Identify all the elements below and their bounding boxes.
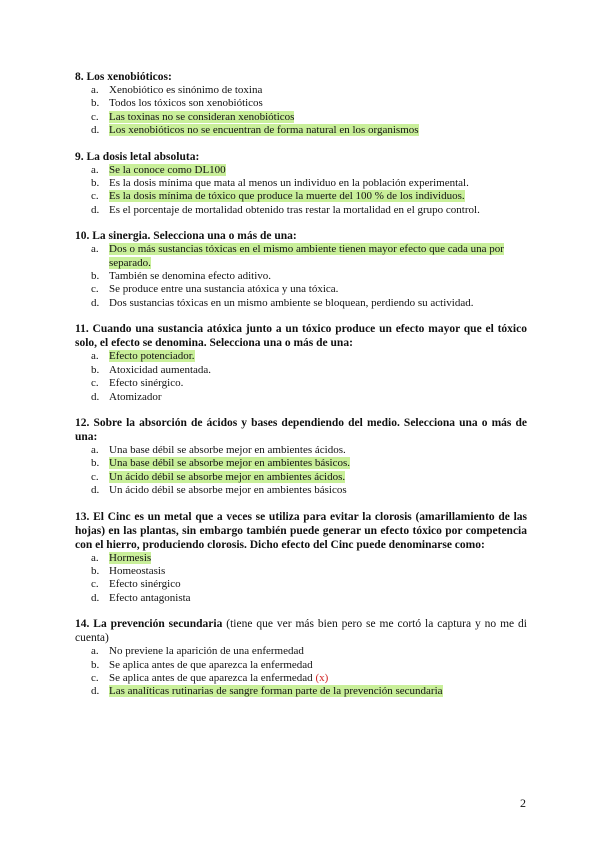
option-text-highlighted: Dos o más sustancias tóxicas en el mismo ambiente tienen mayor efecto que cada una por separado.: [109, 243, 504, 269]
option-letter: d.: [91, 124, 100, 137]
option-letter: d.: [91, 203, 100, 216]
option-body: [109, 471, 345, 484]
option-body: [109, 457, 350, 470]
option-text: Es el porcentaje de mortalidad obtenido tras restar la mortalidad en el grupo control.: [109, 203, 480, 216]
option-item: [91, 270, 527, 283]
option-body: [109, 377, 183, 390]
option-body: [109, 565, 165, 578]
option-text-highlighted: Las analíticas rutinarias de sangre forman parte de la prevención secundaria: [109, 685, 443, 698]
option-text: Se aplica antes de que aparezca la enfermedad: [109, 658, 313, 671]
option-item: [91, 364, 527, 377]
option-body: [109, 391, 162, 404]
option-item: [91, 97, 527, 110]
option-text-highlighted: Las toxinas no se consideran xenobióticos: [109, 110, 295, 123]
option-text-highlighted: Hormesis: [109, 551, 152, 564]
option-item: [91, 471, 527, 484]
question-block: [75, 322, 527, 404]
option-letter: c.: [91, 671, 99, 684]
option-body: [109, 364, 211, 377]
document-body: [75, 70, 527, 711]
options-list: [75, 645, 527, 699]
option-letter: a.: [91, 350, 99, 363]
option-item: [91, 672, 527, 685]
option-body: [109, 552, 151, 565]
option-item: [91, 444, 527, 457]
option-item: [91, 124, 527, 137]
option-text: Efecto antagonista: [109, 591, 191, 604]
question-block: [75, 510, 527, 606]
option-item: [91, 645, 527, 658]
option-text: Todos los tóxicos son xenobióticos: [109, 97, 263, 110]
option-body: [109, 177, 469, 190]
option-letter: d.: [91, 685, 100, 698]
question-title-text: 11. Cuando una sustancia atóxica junto a un tóxico produce un efecto mayor que el tóxico solo, el efecto se denomina. Selecciona una o más de una:: [75, 323, 527, 350]
option-text-highlighted: Se la conoce como DL100: [109, 163, 226, 176]
option-text-highlighted: Es la dosis mínima de tóxico que produce la muerte del 100 % de los individuos.: [109, 190, 465, 203]
option-body: [109, 297, 473, 310]
option-text: Un ácido débil se absorbe mejor en ambientes básicos: [109, 484, 347, 497]
option-body: [109, 283, 338, 296]
option-letter: c.: [91, 283, 99, 296]
option-letter: b.: [91, 564, 100, 577]
option-letter: a.: [91, 84, 99, 96]
options-list: [75, 552, 527, 606]
question-title: [75, 150, 527, 164]
option-text: Una base débil se absorbe mejor en ambientes ácidos.: [109, 443, 346, 456]
option-letter: b.: [91, 270, 100, 283]
option-text-highlighted: Los xenobióticos no se encuentran de forma natural en los organismos: [109, 124, 419, 137]
question-block: [75, 150, 527, 218]
question-title-text: 14. La prevención secundaria: [75, 618, 223, 631]
options-list: [75, 84, 527, 138]
option-item: [91, 592, 527, 605]
page-number: 2: [520, 796, 526, 810]
option-body: [109, 190, 465, 203]
question-title: [75, 416, 527, 444]
option-item: [91, 283, 527, 296]
option-body: [109, 672, 328, 685]
option-body: [109, 204, 480, 217]
options-list: [75, 350, 527, 404]
option-item: [91, 484, 527, 497]
option-text: No previene la aparición de una enfermedad: [109, 645, 304, 658]
question-title: [75, 70, 527, 84]
question-title-text: 10. La sinergia. Selecciona una o más de una:: [75, 230, 297, 243]
option-text: Homeostasis: [109, 564, 166, 577]
option-letter: b.: [91, 457, 100, 470]
option-item: [91, 350, 527, 363]
option-letter: a.: [91, 163, 99, 176]
option-text-highlighted: Una base débil se absorbe mejor en ambientes básicos.: [109, 457, 351, 470]
option-item: [91, 297, 527, 310]
question-title-text: 8. Los xenobióticos:: [75, 71, 172, 83]
option-text: Se aplica antes de que aparezca la enfermedad: [109, 671, 313, 684]
question-block: [75, 416, 527, 498]
option-body: [109, 685, 443, 698]
option-item: [91, 685, 527, 698]
options-list: [75, 243, 527, 310]
option-body: [109, 164, 226, 177]
option-text-highlighted: Un ácido débil se absorbe mejor en ambientes ácidos.: [109, 470, 346, 483]
option-item: [91, 177, 527, 190]
option-text: Efecto sinérgico: [109, 578, 181, 591]
question-title: [75, 617, 527, 645]
option-item: [91, 457, 527, 470]
question-title: [75, 229, 527, 243]
option-letter: c.: [91, 470, 99, 483]
question-block: [75, 229, 527, 310]
option-letter: d.: [91, 296, 100, 309]
option-item: [91, 391, 527, 404]
option-body: [109, 659, 313, 672]
option-letter: c.: [91, 578, 99, 591]
option-text: Atomizador: [109, 390, 162, 403]
option-letter: d.: [91, 591, 100, 604]
option-body: [109, 578, 181, 591]
option-text: También se denomina efecto aditivo.: [109, 270, 272, 283]
option-letter: a.: [91, 645, 99, 658]
question-title: [75, 510, 527, 552]
option-body: [109, 84, 262, 97]
option-item: [91, 190, 527, 203]
option-item: [91, 164, 527, 177]
option-item: [91, 377, 527, 390]
question-block: [75, 70, 527, 138]
option-text: Dos sustancias tóxicas en un mismo ambiente se bloquean, perdiendo su actividad.: [109, 296, 474, 309]
option-text: Es la dosis mínima que mata al menos un individuo en la población experimental.: [109, 177, 469, 190]
option-letter: a.: [91, 551, 99, 564]
option-text: Se produce entre una sustancia atóxica y una tóxica.: [109, 283, 339, 296]
option-letter: d.: [91, 484, 100, 497]
option-text: Atoxicidad aumentada.: [109, 363, 212, 376]
option-body: [109, 124, 419, 137]
question-title: [75, 322, 527, 350]
option-item: [91, 565, 527, 578]
option-letter: b.: [91, 177, 100, 190]
option-letter: c.: [91, 190, 99, 203]
option-item: [91, 243, 527, 270]
option-body: [109, 243, 527, 270]
option-body: [109, 444, 346, 457]
option-letter: c.: [91, 377, 99, 390]
option-text-highlighted: Efecto potenciador.: [109, 350, 195, 363]
wrong-mark: (x): [315, 671, 329, 684]
option-body: [109, 97, 263, 110]
option-item: [91, 659, 527, 672]
option-body: [109, 111, 294, 124]
option-body: [109, 350, 195, 363]
option-item: [91, 552, 527, 565]
question-note: (tiene que ver más bien pero se me cortó la captura y no me di cuenta): [75, 618, 527, 645]
option-item: [91, 84, 527, 97]
question-title-text: 13. El Cinc es un metal que a veces se utiliza para evitar la clorosis (amarillamiento de las hojas) en las plantas, sin embargo también puede generar un efecto tóxico por competencia con el hierro, produciendo clorosis. Dicho efecto del Cinc puede denominarse como:: [75, 510, 527, 551]
option-item: [91, 111, 527, 124]
option-body: [109, 484, 347, 497]
option-letter: a.: [91, 243, 99, 256]
question-title-text: 12. Sobre la absorción de ácidos y bases dependiendo del medio. Selecciona una o más de una:: [75, 416, 527, 443]
options-list: [75, 164, 527, 218]
option-letter: c.: [91, 110, 99, 123]
question-title-text: 9. La dosis letal absoluta:: [75, 150, 200, 163]
option-item: [91, 204, 527, 217]
option-body: [109, 270, 271, 283]
option-item: [91, 578, 527, 591]
question-block: [75, 617, 527, 699]
option-letter: b.: [91, 97, 100, 110]
option-letter: d.: [91, 390, 100, 403]
options-list: [75, 444, 527, 498]
option-text: Xenobiótico es sinónimo de toxina: [109, 84, 263, 96]
option-letter: a.: [91, 443, 99, 456]
option-body: [109, 645, 304, 658]
option-text: Efecto sinérgico.: [109, 377, 184, 390]
option-letter: b.: [91, 658, 100, 671]
option-letter: b.: [91, 363, 100, 376]
option-body: [109, 592, 191, 605]
